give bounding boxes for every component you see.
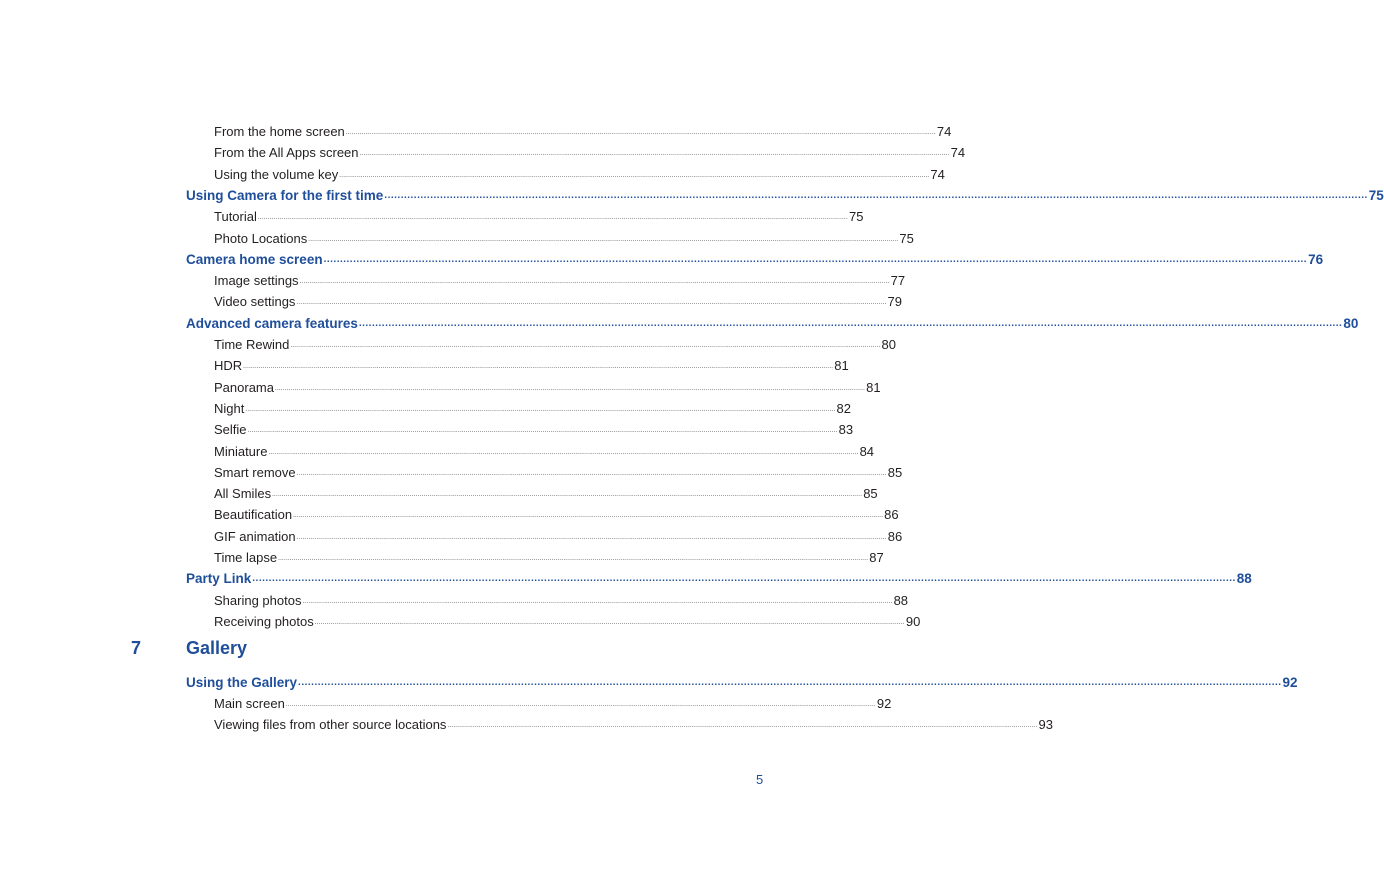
toc-entry-title: Advanced camera features [186, 315, 358, 331]
toc-entry-title: Video settings [214, 294, 296, 310]
toc-entry-title: All Smiles [214, 486, 272, 502]
toc-entry-page: 84 [859, 443, 875, 459]
toc-entry-page: 75 [899, 230, 914, 246]
toc-entry-title: Using the Gallery [186, 675, 298, 690]
toc-entry-title: Selfie [214, 422, 247, 438]
toc-entry-page: 74 [930, 166, 945, 182]
toc-subsection-entry[interactable] [214, 398, 851, 416]
toc-entry-title: Using the volume key [214, 166, 339, 182]
toc-dot-leader: ............................................................................................................................................................................................................................................................................................................ [302, 598, 893, 605]
toc-dot-leader: ............................................................................................................................................................................................................................................................................................................ [296, 534, 887, 541]
toc-entry-page: 86 [884, 507, 899, 523]
toc-entry-title: GIF animation [214, 528, 296, 544]
toc-dot-leader: ............................................................................................................................................................................................................................................................................................................ [252, 573, 1236, 585]
toc-entry-page: 85 [887, 464, 903, 480]
toc-dot-leader: ............................................................................................................................................................................................................................................................................................................ [268, 449, 859, 456]
toc-dot-leader: ............................................................................................................................................................................................................................................................................................................ [272, 492, 863, 499]
toc-dot-leader: ............................................................................................................................................................................................................................................................................................................ [290, 343, 881, 349]
toc-entry-page: 85 [863, 486, 878, 502]
toc-entry-page: 74 [936, 124, 952, 139]
toc-entry-page: 92 [876, 696, 892, 711]
toc-subsection-entry[interactable] [214, 355, 849, 374]
toc-entry-title: Night [214, 400, 245, 416]
toc-entry-page: 79 [887, 294, 903, 310]
toc-dot-leader: ............................................................................................................................................................................................................................................................................................................ [274, 385, 866, 392]
toc-section-entry[interactable] [186, 185, 1384, 203]
toc-dot-leader: ............................................................................................................................................................................................................................................................................................................ [296, 300, 887, 307]
toc-subsection-entry[interactable] [214, 164, 945, 182]
toc-dot-leader: ............................................................................................................................................................................................................................................................................................................ [245, 406, 836, 413]
toc-entry-page: 75 [1368, 187, 1384, 203]
toc-entry-title: Image settings [214, 273, 299, 289]
toc-entry-page: 83 [838, 422, 854, 438]
chapter-number: 7 [131, 638, 142, 658]
toc-entry-title: Using Camera for the first time [186, 187, 384, 203]
toc-subsection-entry[interactable] [214, 611, 921, 629]
toc-entry-title: Beautification [214, 507, 293, 523]
chapter-title: Gallery [186, 638, 248, 658]
toc-entry-page: 80 [881, 337, 896, 352]
toc-subsection-entry[interactable] [214, 291, 903, 310]
toc-subsection-entry[interactable] [214, 377, 881, 395]
toc-dot-leader: ............................................................................................................................................................................................................................................................................................................ [278, 556, 869, 562]
toc-section-entry[interactable] [186, 568, 1252, 587]
toc-entry-title: Miniature [214, 443, 268, 459]
toc-entry-page: 88 [893, 592, 909, 608]
toc-subsection-entry[interactable] [214, 504, 899, 523]
toc-subsection-entry[interactable] [214, 547, 884, 565]
toc-entry-page: 86 [887, 528, 903, 544]
toc-entry-title: Time lapse [214, 550, 278, 565]
toc-entry-title: Photo Locations [214, 230, 308, 246]
toc-entry-page: 87 [869, 550, 884, 565]
toc-entry-page: 80 [1343, 315, 1359, 331]
toc-subsection-entry[interactable] [214, 590, 909, 608]
toc-subsection-entry[interactable] [214, 714, 1054, 732]
toc-subsection-entry[interactable] [214, 334, 896, 352]
toc-subsection-entry[interactable] [214, 142, 966, 161]
toc-entry-title: Tutorial [214, 209, 257, 225]
toc-entry-page: 76 [1308, 251, 1324, 267]
toc-entry-title: Viewing files from other source locations [214, 717, 447, 732]
toc-entry-title: Panorama [214, 379, 274, 395]
toc-entry-page: 74 [950, 145, 966, 161]
toc-entry-page: 81 [834, 358, 849, 374]
toc-dot-leader: ............................................................................................................................................................................................................................................................................................................ [243, 364, 834, 371]
toc-section-entry[interactable] [186, 313, 1359, 331]
toc-subsection-entry[interactable] [214, 228, 914, 246]
toc-dot-leader: ............................................................................................................................................................................................................................................................................................................ [447, 723, 1038, 729]
toc-entry-page: 81 [866, 379, 881, 395]
toc-subsection-entry[interactable] [214, 206, 864, 225]
toc-entry-page: 75 [848, 209, 864, 225]
toc-subsection-entry[interactable] [214, 419, 854, 438]
toc-entry-title: Sharing photos [214, 592, 302, 608]
toc-subsection-entry[interactable] [214, 693, 892, 711]
toc-dot-leader: ............................................................................................................................................................................................................................................................................................................ [345, 130, 936, 136]
toc-entry-page: 92 [1282, 675, 1298, 690]
toc-dot-leader: ............................................................................................................................................................................................................................................................................................................ [296, 470, 887, 477]
toc-entry-title: Time Rewind [214, 337, 290, 352]
toc-entry-title: From the All Apps screen [214, 145, 359, 161]
toc-entry-page: 88 [1236, 571, 1252, 587]
toc-section-entry[interactable] [186, 249, 1324, 267]
toc-dot-leader: ............................................................................................................................................................................................................................................................................................................ [308, 236, 899, 243]
page-number: 5 [756, 772, 764, 787]
toc-dot-leader: ............................................................................................................................................................................................................................................................................................................ [299, 279, 890, 286]
toc-dot-leader: ............................................................................................................................................................................................................................................................................................................ [384, 189, 1368, 201]
toc-dot-leader: ............................................................................................................................................................................................................................................................................................................ [359, 151, 950, 158]
toc-entry-page: 82 [836, 400, 851, 416]
toc-entry-page: 90 [905, 613, 921, 629]
toc-entry-title: Smart remove [214, 464, 296, 480]
toc-dot-leader: ............................................................................................................................................................................................................................................................................................................ [298, 677, 1282, 688]
toc-subsection-entry[interactable] [214, 483, 878, 502]
toc-subsection-entry[interactable] [214, 462, 903, 480]
toc-entry-title: Receiving photos [214, 613, 314, 629]
toc-entry-page: 77 [890, 273, 906, 289]
toc-dot-leader: ............................................................................................................................................................................................................................................................................................................ [285, 702, 876, 708]
toc-entry-title: Main screen [214, 696, 285, 711]
toc-section-entry[interactable] [186, 672, 1298, 690]
toc-entry-title: From the home screen [214, 124, 345, 139]
toc-dot-leader: ............................................................................................................................................................................................................................................................................................................ [293, 513, 884, 520]
toc-dot-leader: ............................................................................................................................................................................................................................................................................................................ [358, 317, 1343, 329]
toc-subsection-entry[interactable] [214, 270, 906, 289]
toc-subsection-entry[interactable] [214, 121, 952, 139]
toc-dot-leader: ............................................................................................................................................................................................................................................................................................................ [257, 215, 848, 222]
toc-dot-leader: ............................................................................................................................................................................................................................................................................................................ [314, 619, 905, 626]
toc-entry-page: 93 [1038, 717, 1054, 732]
toc-dot-leader: ............................................................................................................................................................................................................................................................................................................ [339, 172, 930, 179]
toc-subsection-entry[interactable] [214, 441, 875, 459]
toc-entry-title: HDR [214, 358, 243, 374]
toc-dot-leader: ............................................................................................................................................................................................................................................................................................................ [247, 428, 838, 435]
toc-entry-title: Camera home screen [186, 251, 323, 267]
toc-subsection-entry[interactable] [214, 526, 903, 544]
toc-dot-leader: ............................................................................................................................................................................................................................................................................................................ [323, 253, 1308, 265]
toc-entry-title: Party Link [186, 571, 252, 587]
